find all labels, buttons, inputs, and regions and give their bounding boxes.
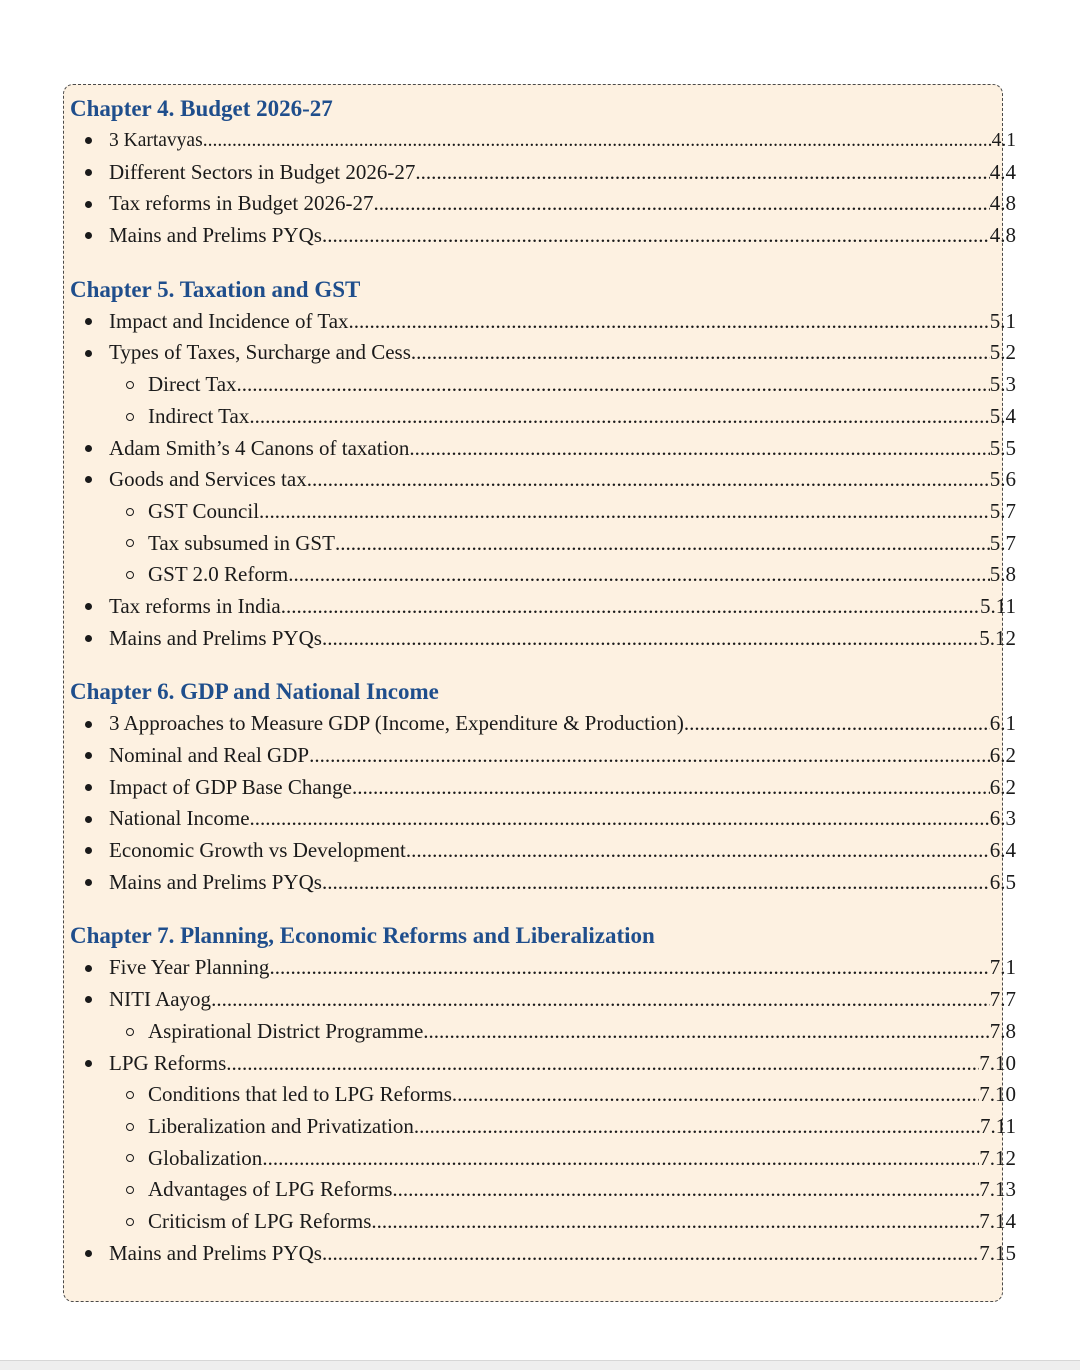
toc-entry-label: Impact of GDP Base Change [109,774,352,799]
toc-page-number: 5.5 [989,435,1016,460]
toc-entry-label: LPG Reforms [109,1050,227,1075]
toc-entry-label: Liberalization and Privatization [148,1113,414,1138]
toc-page-number: 6.5 [989,869,1016,894]
toc-entry-label: Five Year Planning [109,955,270,980]
bullet-disc-icon [85,188,92,220]
dot-leader [249,401,989,433]
toc-entry[interactable] [70,984,1016,1016]
bullet-disc-icon [85,623,92,655]
toc-page-number: 6.1 [989,711,1016,736]
toc-entry-label: Tax reforms in Budget 2026-27 [109,191,374,216]
dot-leader [406,835,990,867]
dot-leader [269,952,989,984]
toc-entry-label: Mains and Prelims PYQs [109,869,322,894]
toc-entry[interactable] [70,464,1016,496]
toc-entry[interactable] [70,1238,1016,1270]
chapter-title[interactable]: Chapter 6. GDP and National Income [70,679,439,705]
toc-subentry[interactable] [70,528,1016,560]
dot-leader [307,464,990,496]
bullet-disc-icon [85,337,92,369]
toc-entry[interactable] [70,835,1016,867]
bullet-circle-icon [126,496,134,528]
bullet-circle-icon [126,1143,134,1175]
toc-page-number: 7.15 [979,1240,1016,1265]
toc-entry[interactable] [70,740,1016,772]
bullet-disc-icon [85,1238,92,1270]
dot-leader [452,1079,979,1111]
toc-entry-label: Tax reforms in India [109,593,281,618]
toc-entry[interactable] [70,306,1016,338]
bullet-disc-icon [85,740,92,772]
bullet-disc-icon [85,125,92,157]
dot-leader [259,496,990,528]
toc-entry-label: NITI Aayog [109,987,212,1012]
toc-page-number: 4.4 [989,159,1016,184]
dot-leader [335,528,990,560]
dot-leader [322,220,990,252]
toc-entry[interactable] [70,125,1016,157]
bullet-circle-icon [126,401,134,433]
bullet-circle-icon [126,1174,134,1206]
dot-leader [322,623,979,655]
toc-page-number: 7.8 [989,1018,1016,1043]
bullet-disc-icon [85,984,92,1016]
dot-leader [409,433,989,465]
chapter-7-section [70,920,1016,1269]
bullet-disc-icon [85,867,92,899]
page-bottom-divider [0,1360,1080,1370]
toc-entry-label: Conditions that led to LPG Reforms [148,1082,452,1107]
chapter-6-section [70,676,1016,898]
toc-subentry[interactable] [70,1143,1016,1175]
dot-leader [309,740,990,772]
bullet-disc-icon [85,157,92,189]
toc-entry[interactable] [70,623,1016,655]
chapter-title[interactable]: Chapter 4. Budget 2026-27 [70,96,333,121]
toc-page-number: 5.4 [989,403,1016,428]
toc-page-number: 5.7 [989,498,1016,523]
toc-entry-label: Criticism of LPG Reforms [148,1208,372,1233]
toc-entry-label: Globalization [148,1145,263,1170]
toc-page-number: 4.1 [991,130,1016,151]
toc-subentry[interactable] [70,1016,1016,1048]
bullet-disc-icon [85,952,92,984]
bullet-disc-icon [85,306,92,338]
bullet-disc-icon [85,1048,92,1080]
toc-entry-label: Different Sectors in Budget 2026-27 [109,159,416,184]
toc-entry-label: GST 2.0 Reform [148,562,289,587]
toc-entry[interactable] [70,803,1016,835]
dot-leader [352,772,990,804]
toc-subentry[interactable] [70,1111,1016,1143]
toc-subentry[interactable] [70,1079,1016,1111]
chapter-5-section [70,274,1016,655]
toc-page-number: 7.13 [979,1177,1016,1202]
bullet-disc-icon [85,464,92,496]
toc-page-number: 5.7 [989,530,1016,555]
toc-subentry[interactable] [70,369,1016,401]
toc-entry[interactable] [70,952,1016,984]
bullet-circle-icon [126,1016,134,1048]
toc-entry-label: National Income [109,806,250,831]
dot-leader [684,708,990,740]
toc-entry[interactable] [70,867,1016,899]
toc-entry-label: Adam Smith’s 4 Canons of taxation [109,435,410,460]
toc-page-number: 6.2 [989,774,1016,799]
toc-page-number: 6.2 [989,743,1016,767]
dot-leader [322,1238,979,1270]
bullet-circle-icon [126,528,134,560]
toc-entry-label: GST Council [148,498,260,523]
toc-page-number: 7.7 [989,987,1016,1012]
dot-leader [226,1048,979,1080]
toc-subentry[interactable] [70,559,1016,591]
toc-subentry[interactable] [70,1174,1016,1206]
toc-entry[interactable] [70,188,1016,220]
toc-entry[interactable] [70,220,1016,252]
toc-entry[interactable] [70,1048,1016,1080]
bullet-disc-icon [85,220,92,252]
bullet-disc-icon [85,772,92,804]
dot-leader [262,1143,979,1175]
toc-entry[interactable] [70,708,1016,740]
toc-page-number: 7.12 [979,1145,1016,1170]
dot-leader [414,1111,980,1143]
toc-page-number: 7.10 [979,1082,1016,1107]
toc-entry[interactable] [70,337,1016,369]
toc-page-number: 6.3 [989,806,1016,831]
dot-leader [392,1174,979,1206]
toc-entry-label: Goods and Services tax [109,467,307,492]
toc-entry[interactable] [70,157,1016,189]
bullet-circle-icon [126,1079,134,1111]
toc-entry[interactable] [70,433,1016,465]
toc-entry-label: Mains and Prelims PYQs [109,223,322,248]
toc-page-number: 5.11 [980,593,1016,618]
bullet-disc-icon [85,803,92,835]
toc-entry-label: 3 Approaches to Measure GDP (Income, Expenditure & Production) [109,711,684,736]
dot-leader [415,157,989,189]
toc-entry-label: Nominal and Real GDP [109,743,310,767]
chapter-title[interactable]: Chapter 7. Planning, Economic Reforms and Liberalization [70,923,655,949]
toc-page-number: 7.14 [979,1208,1016,1233]
dot-leader [411,337,990,369]
toc-page-number: 7.1 [989,955,1016,980]
toc-entry-label: Tax subsumed in GST [148,530,335,555]
bullet-circle-icon [126,559,134,591]
toc-entry-label: Aspirational District Programme [148,1018,424,1043]
toc-subentry[interactable] [70,1206,1016,1238]
toc-page-number: 5.3 [989,372,1016,397]
toc-entry-label: Economic Growth vs Development [109,838,406,863]
toc-entry-label: Direct Tax [148,372,237,397]
dot-leader [281,591,980,623]
dot-leader [371,1206,979,1238]
bullet-disc-icon [85,835,92,867]
bullet-circle-icon [126,369,134,401]
toc-entry[interactable] [70,591,1016,623]
dot-leader [423,1016,989,1048]
dot-leader [203,125,992,157]
toc-entry-label: Advantages of LPG Reforms [148,1177,393,1202]
toc-entry-label: Types of Taxes, Surcharge and Cess [109,340,411,365]
dot-leader [250,803,990,835]
chapter-4-section [70,93,1016,252]
toc-page-number: 6.4 [989,838,1016,863]
dot-leader [349,306,990,338]
toc-page-number: 4.8 [989,191,1016,216]
bullet-disc-icon [85,591,92,623]
toc-entry-label: Impact and Incidence of Tax [109,308,349,333]
toc-subentry[interactable] [70,401,1016,433]
toc-entry-label: 3 Kartavyas [109,130,203,151]
toc-entry-label: Mains and Prelims PYQs [109,625,322,650]
dot-leader [211,984,990,1016]
table-of-contents-box [63,84,1016,1302]
dot-leader [322,867,990,899]
dot-leader [237,369,990,401]
toc-entry[interactable] [70,772,1016,804]
toc-page-number: 5.6 [989,467,1016,492]
dot-leader [288,559,990,591]
toc-page-number: 7.11 [980,1113,1016,1138]
bullet-circle-icon [126,1206,134,1238]
bullet-disc-icon [85,708,92,740]
chapter-title[interactable]: Chapter 5. Taxation and GST [70,276,361,302]
toc-entry-label: Mains and Prelims PYQs [109,1240,322,1265]
toc-page-number: 5.8 [989,562,1016,587]
toc-subentry[interactable] [70,496,1016,528]
toc-page-number: 5.12 [979,625,1016,650]
toc-entry-label: Indirect Tax [148,403,250,428]
dot-leader [373,188,989,220]
toc-page-number: 5.2 [989,340,1016,365]
toc-page-number: 4.8 [989,223,1016,248]
toc-page-number: 5.1 [989,308,1016,333]
bullet-disc-icon [85,433,92,465]
bullet-circle-icon [126,1111,134,1143]
toc-page-number: 7.10 [979,1050,1016,1075]
